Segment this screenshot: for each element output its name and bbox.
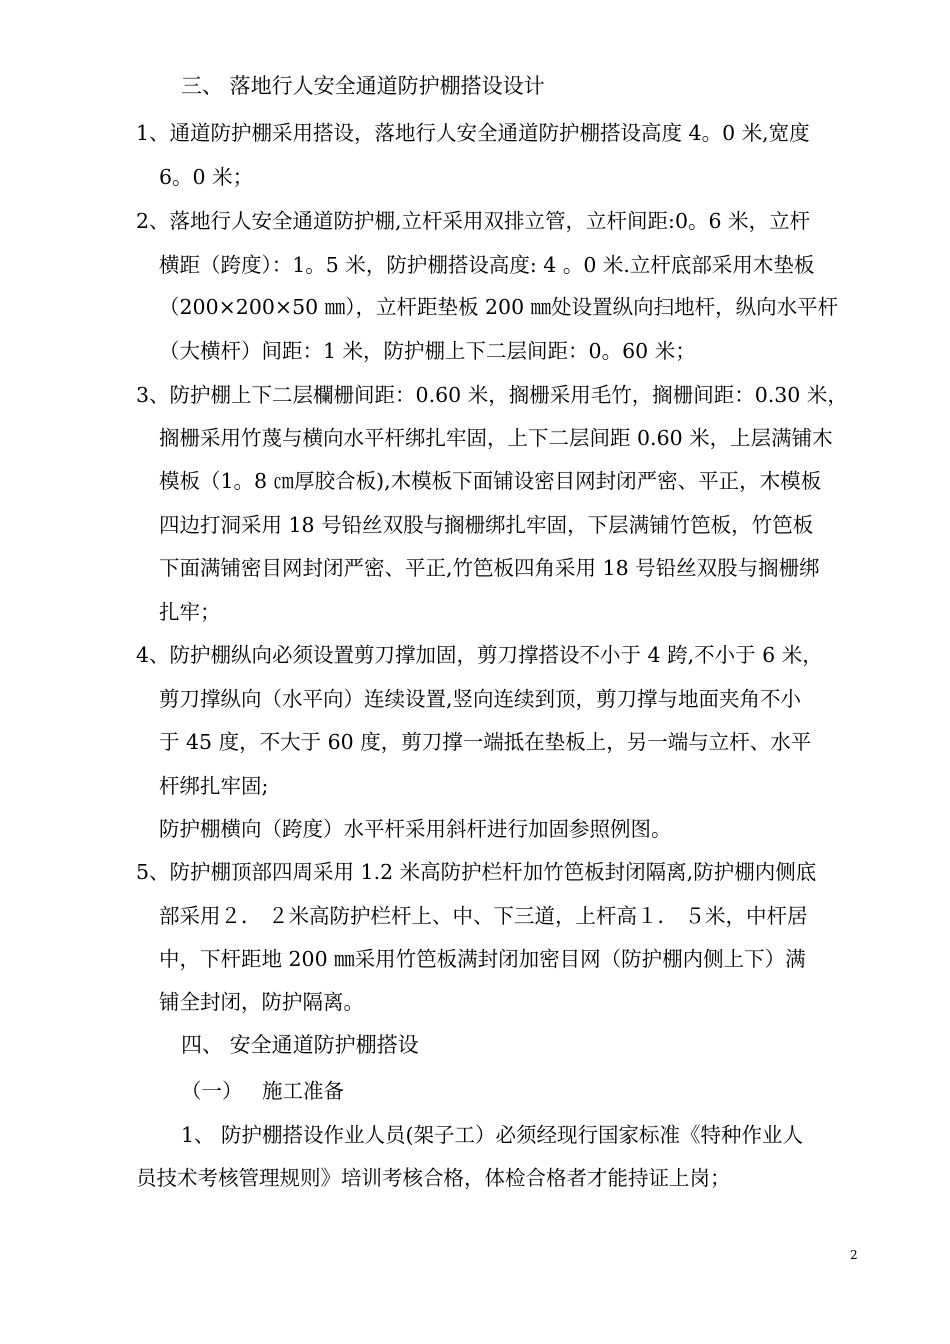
item-2-line-1: 2、落地行人安全通道防护棚,立杆采用双排立管，立杆间距:0。6 米，立杆 (136, 209, 811, 233)
section-4-item-1-line-1: 1、 防护棚搭设作业人员(架子工）必须经现行国家标准《特种作业人 (181, 1123, 804, 1147)
item-2-line-3: （200×200×50 ㎜），立杆距垫板 200 ㎜处设置纵向扫地杆，纵向水平杆 (159, 295, 839, 319)
section-4-item-1-line-2: 员技术考核管理规则》培训考核合格，体检合格者才能持证上岗； (136, 1166, 731, 1190)
page-number: 2 (850, 1248, 858, 1262)
item-4-line-3: 于 45 度，不大于 60 度，剪刀撑一端抵在垫板上，另一端与立杆、水平 (159, 730, 812, 754)
item-3-line-3: 模板（1。8 ㎝厚胶合板),木模板下面铺设密目网封闭严密、平正，木模板 (159, 469, 822, 493)
item-3-line-2: 搁栅采用竹蔑与横向水平杆绑扎牢固，上下二层间距 0.60 米，上层满铺木 (159, 426, 833, 450)
section-4-heading: 四、 安全通道防护棚搭设 (181, 1033, 419, 1057)
item-3-line-6: 扎牢； (159, 600, 221, 624)
item-5-line-3: 中，下杆距地 200 ㎜采用竹笆板满封闭加密目网（防护棚内侧上下）满 (159, 947, 806, 971)
item-5-line-4: 铺全封闭，防护隔离。 (159, 990, 364, 1014)
item-5-line-2: 部采用２． ２米高防护栏杆上、中、下三道，上杆高１． ５米，中杆居 (159, 904, 808, 928)
item-3-line-5: 下面满铺密目网封闭严密、平正,竹笆板四角采用 18 号铅丝双股与搁栅绑 (159, 556, 820, 580)
item-1-line-2: 6。0 米； (159, 165, 254, 189)
section-4-subheading: （一） 施工准备 (181, 1079, 345, 1103)
item-2-line-2: 横距（跨度）：1。5 米，防护棚搭设高度: 4 。0 米.立杆底部采用木垫板 (159, 253, 815, 277)
item-3-line-4: 四边打洞采用 18 号铅丝双股与搁栅绑扎牢固，下层满铺竹笆板，竹笆板 (159, 513, 814, 537)
item-2-line-4: （大横杆）间距：1 米，防护棚上下二层间距：0。60 米； (159, 339, 696, 363)
item-4-line-4: 杆绑扎牢固; (159, 774, 269, 798)
section-3-heading: 三、 落地行人安全通道防护棚搭设设计 (181, 74, 545, 98)
item-1-line-1: 1、通道防护棚采用搭设，落地行人安全通道防护棚搭设高度 4。0 米,宽度 (136, 121, 810, 145)
item-5-line-1: 5、防护棚顶部四周采用 1.2 米高防护栏杆加竹笆板封闭隔离,防护棚内侧底 (136, 860, 817, 884)
item-4-line-2: 剪刀撑纵向（水平向）连续设置,竖向连续到顶，剪刀撑与地面夹角不小 (159, 687, 802, 711)
item-4-line-5: 防护棚横向（跨度）水平杆采用斜杆进行加固参照例图。 (159, 817, 672, 841)
item-4-line-1: 4、防护棚纵向必须设置剪刀撑加固，剪刀撑搭设不小于 4 跨,不小于 6 米， (136, 643, 823, 667)
item-3-line-1: 3、防护棚上下二层欄栅间距：0.60 米，搁栅采用毛竹，搁栅间距：0.30 米， (136, 383, 848, 407)
